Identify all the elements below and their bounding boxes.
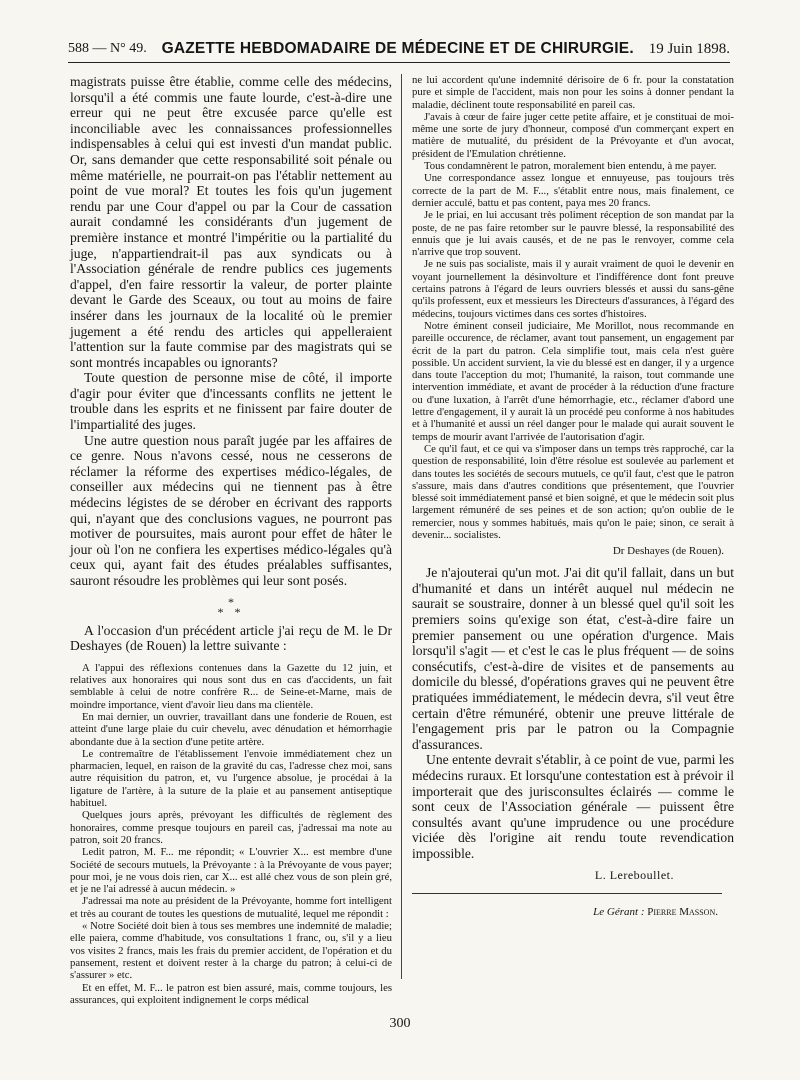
publisher-credit xyxy=(412,906,734,918)
letter-paragraph: Je le priai, en lui accusant très poliment réception de son mandat par la poste, de ne pas faire retomber sur le pauvre blessé, la responsabilité des ennuis que je lui avais causés, et de ne pas le renvoyer, comme cela n'arrive que trop souvent. xyxy=(412,209,734,259)
column-divider xyxy=(401,74,402,979)
publisher-label: Le Gérant : xyxy=(593,905,645,918)
paragraph: Toute question de personne mise de côté, il importe d'agir pour éviter que d'incessants conflits ne jettent le trouble dans les esprits et ne finissent par faire douter de l'impartialité des juges. xyxy=(70,370,392,433)
letter-paragraph: Une correspondance assez longue et ennuyeuse, pas toujours très correcte de la part de M. F..., s'établit entre nous, mais finalement, ce dernier acculé, battu et pas content, paya mes 20 francs. xyxy=(412,172,734,209)
letter-paragraph: Et en effet, M. F... le patron est bien assuré, mais, comme toujours, les assurances, qui exploitent indignement le corps médical xyxy=(70,981,392,1006)
letter-signature: Dr Deshayes (de Rouen). xyxy=(612,545,724,558)
publisher-name: Pierre Masson. xyxy=(647,905,718,918)
section-separator-stars: * * * xyxy=(217,594,245,619)
editor-conclusion xyxy=(412,565,734,861)
letter-paragraph: A l'appui des réflexions contenues dans la Gazette du 12 juin, et relatives aux honoraires qui nous sont dus en cas d'accidents, un fait semblable à celui de notre confrère R... de Seine-et-Marne, mais de moindre importance, vient d'avoir lieu dans ma clientèle. xyxy=(70,661,392,711)
letter-paragraph: En mai dernier, un ouvrier, travaillant dans une fonderie de Rouen, est atteint d'une large plaie du cuir chevelu, avec dénudation et hémorrhagie abondante due à la section d'une petite artère. xyxy=(70,710,392,748)
letter-paragraph: Le contremaître de l'établissement l'envoie immédiatement chez un pharmacien, lequel, en raison de la gravité du cas, l'adresse chez moi, sans autre réquisition du patron, et, vu l'urgence absolue, je procédai à la ligature de l'artère, à la suture de la plaie et au pansement antiseptique habituel. xyxy=(70,747,392,810)
letter-paragraph: Quelques jours après, prévoyant les difficultés de règlement des honoraires, comme presque toujours en pareil cas, j'adressai ma note au patron, soit 20 francs. xyxy=(70,809,392,846)
page-header xyxy=(68,36,730,63)
author-signature: L. Lereboullet. xyxy=(594,867,674,882)
paragraph: magistrats puisse être établie, comme celle des médecins, lorsqu'il a été commis une faute lourde, c'est-à-dire une erreur qui ne peut être excusée parce qu'elle est inconciliable avec les connaissances professionnelles indispensables à celui qui est investi d'un mandat public. Or, sans demander que cette responsabilité soit pénale ou même matérielle, ne pourrait-on pas l'établir nettement au point de vue moral? Et toutes les fois qu'un jugement rendu par une Cour d'appel ou par la Cour de cassation aurait condamné les considérants d'un jugement de première instance et montré l'impéritie ou la partialité du juge, n'appartiendrait-il pas aux syndicats ou à l'Association générale de rendre publics ces jugements d'appel, d'en faire ressortir la valeur, de porter plainte devant le Garde des Sceaux, ou tout au moins de faire insérer dans les journaux de la localité où le premier jugement a été rendu des articles qui appelleraient l'attention sur la faute commise par des magistrats qui se sont montrés incapables ou ignorants? xyxy=(70,74,392,370)
letter-paragraph: Tous condamnèrent le patron, moralement bien entendu, à me payer. xyxy=(424,160,717,173)
letter-body xyxy=(70,662,392,1006)
letter-paragraph: Ce qu'il faut, et ce qui va s'imposer dans un temps très rapproché, car la question de responsabilité, loin d'être résolue est soulevée au parlement et dans toutes les sociétés de secours mutuels, ce qu'il faut, c'est que le patron s'assure, mais dans d'autres conditions que présentement, que l'ouvrier blessé soit immédiatement pansé et bien soigné, et que le médecin soit plus largement rémunéré de ses peines et de son action; qu'on oublie de le remercier, nous y sommes habitués, mais qu'on le paie; sinon, ce serait à devenir... socialistes. xyxy=(412,442,734,541)
issue-date: 19 Juin 1898. xyxy=(648,40,730,57)
letter-paragraph: J'avais à cœur de faire juger cette petite affaire, et je constituai de moi-même une sorte de jury d'honneur, composé d'un commerçant expert en matière de mutualité, du président de la Prévoyante et d'un avocat, président de l'Emulation chrétienne. xyxy=(412,110,734,160)
page-number: 300 xyxy=(389,1016,411,1031)
letter-continuation xyxy=(412,74,734,541)
paragraph: Une autre question nous paraît jugée par les affaires de ce genre. Nous n'avons cessé, nous ne cesserons de réclamer la réforme des expertises médico-légales, de conseiller aux médecins qui ne tiennent pas à être médecins légistes de se dérober en écrivant des rapports qui, n'ayant que des conclusions vagues, ne pourront pas motiver de poursuites, mais auront pour effet de hâter le jour où l'on ne confiera les expertises médico-légales qu'à ceux qui, ayant fait des études préalables suffisantes, sauront résoudre les problèmes qui leur sont posés. xyxy=(70,432,392,588)
letter-paragraph: J'adressai ma note au président de la Prévoyante, homme fort intelligent et très au courant de toutes les questions de mutualité, lequel me répondit : xyxy=(70,895,392,920)
journal-title: GAZETTE HEBDOMADAIRE DE MÉDECINE ET DE CHIRURGIE. xyxy=(161,40,634,57)
letter-intro: A l'occasion d'un précédent article j'ai reçu de M. le Dr Deshayes (de Rouen) la lettre suivante : xyxy=(70,622,392,654)
letter-paragraph: « Notre Société doit bien à tous ses membres une indemnité de maladie; elle paiera, comme d'habitude, vos consultations 1 franc, ou, s'il y a lieu vos visites 2 francs, mais les frais du premier accident, de l'opération et du pansement, restent et doivent rester à la charge du patron; à celui-ci de s'assurer » etc. xyxy=(70,920,392,982)
letter-paragraph: Ledit patron, M. F... me répondit; « L'ouvrier X... est membre d'une Société de secours mutuels, la Prévoyante : à la Prévoyante de vous payer; pour moi, je ne vous dois rien, car X... est allé chez vous de son plein gré, et je ne l'ai adressé à aucun médecin. » xyxy=(70,846,392,896)
paragraph: Une entente devrait s'établir, à ce point de vue, parmi les médecins ruraux. Et lorsqu'une contestation est à prévoir il importerait que des jurisconsultes éclairés — comme le sont ceux de l'Association générale — puissent être consultés avant qu'une imprudence ou une procédure viciée dès l'origine ait rendu toute revendication impossible. xyxy=(412,752,734,861)
paragraph: Je n'ajouterai qu'un mot. J'ai dit qu'il fallait, dans un but d'humanité et dans un intérêt auquel nul médecin ne saurait se soustraire, donner à un blessé quel qu'il soit les premiers soins qu'exige son état, c'est-à-dire faire un premier pansement ou une opération d'urgence. Mais lorsqu'il s'agit — et c'est le cas le plus fréquent — de soins consécutifs, c'est-à-dire de visites et de pansements au domicile du blessé, d'opérations graves qui ne peuvent être pratiquées immédiatement, le médecin devra, s'il veut être certain d'être rémunéré, obtenir une preuve littérale de l'engagement pris par le patron ou la Compagnie d'assurances. xyxy=(412,565,734,752)
footer-rule xyxy=(412,893,722,894)
letter-paragraph: ne lui accordent qu'une indemnité dérisoire de 6 fr. pour la constatation pure et simple de l'accident, mais non pour les soins à donner pendant la maladie, déclinent toute responsabilité en pareil cas. xyxy=(412,74,734,111)
right-column xyxy=(412,74,734,918)
left-column xyxy=(70,74,392,1006)
page-header-issue: 588 — N° 49. xyxy=(68,41,147,56)
letter-paragraph: Notre éminent conseil judiciaire, Me Morillot, nous recommande en pareille occurence, de réclamer, avant tout pansement, un engagement par écrit de la part du patron. Cela simplifie tout, mais cela n'est guère possible. Un accident survient, la vie du blessé est en danger, il y a urgence dans toute l'acception du mot; l'humanité, la raison, tout commande une intervention immédiate, et avant de procéder à la réduction d'une fracture ou d'une luxation, à l'arrêt d'une hémorrhagie, etc., réclamer d'abord une lettre d'engagement, il y aurait là un procédé peu conforme à nos habitudes et à l'humanité et aussi un réel danger pour le malade qui aurait souvent le temps de mourir avant l'arrivée de l'autorisation d'agir. xyxy=(412,319,734,443)
letter-paragraph: Je ne suis pas socialiste, mais il y aurait vraiment de quoi le devenir en voyant journellement la désinvolture et l'indifférence dont font preuve certains patrons à l'égard de leurs ouvriers blessés et aussi du sans-gêne qu'ils professent, eux et messieurs les Directeurs d'assurances, à l'égard des médecins, toujours victimes dans ces sortes d'histoires. xyxy=(412,258,734,320)
